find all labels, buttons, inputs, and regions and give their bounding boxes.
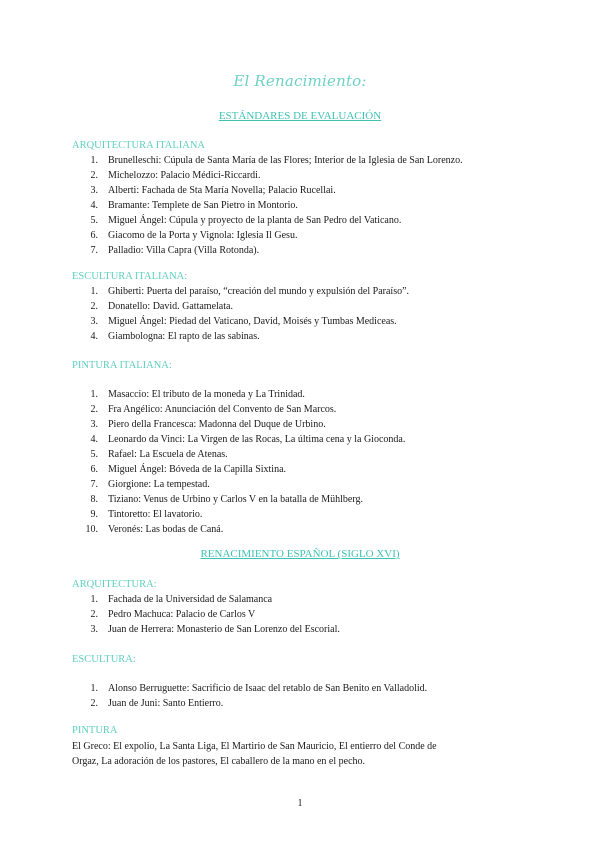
list-number: 6. [90,230,98,241]
list-text: Miguel Ángel: Piedad del Vaticano, David, Moisés y Tumbas Mediceas. [108,316,397,327]
list-item [72,522,542,537]
list-escultura [72,681,542,711]
list-text: Miguel Ángel: Bóveda de la Capilla Sixtina. [108,464,287,475]
list-item [72,314,542,329]
list-number: 5. [90,449,98,460]
list-arquitectura-italiana [72,153,542,258]
list-number: 3. [90,419,98,430]
list-escultura-italiana [72,284,542,344]
list-text: Fra Angélico: Anunciación del Convento de San Marcos. [108,404,337,415]
list-item [72,447,542,462]
list-item [72,592,542,607]
paragraph-line: Orgaz, La adoración de los pastores, El caballero de la mano en el pecho. [72,756,366,767]
list-arquitectura [72,592,542,637]
list-number: 4. [90,434,98,445]
list-number: 5. [90,215,98,226]
pintura-paragraph [72,739,532,769]
list-text: Masaccio: El tributo de la moneda y La Trinidad. [108,389,305,400]
list-text: Tiziano: Venus de Urbino y Carlos V en la batalla de Mühlberg. [108,494,363,505]
list-item [72,243,542,258]
list-item [72,607,542,622]
section-heading-arquitectura-italiana: ARQUITECTURA ITALIANA [72,140,206,151]
list-text: Rafael: La Escuela de Atenas. [108,449,228,460]
list-item [72,477,542,492]
list-text: Giambologna: El rapto de las sabinas. [108,331,260,342]
list-text: Bramante: Templete de San Pietro in Montorio. [108,200,298,211]
list-text: Alonso Berruguette: Sacrificio de Isaac del retablo de San Benito en Valladolid. [108,683,428,694]
list-item [72,299,542,314]
list-text: Ghiberti: Puerta del paraíso, “creación del mundo y expulsión del Paraíso”. [108,286,410,297]
spanish-renaissance-heading: RENACIMIENTO ESPAÑOL (SIGLO XVI) [200,548,400,560]
list-number: 2. [90,170,98,181]
list-text: Miguel Ángel: Cúpula y proyecto de la planta de San Pedro del Vaticano. [108,215,402,226]
list-text: Veronés: Las bodas de Caná. [108,524,224,535]
list-number: 1. [90,594,98,605]
list-text: Tintoretto: El lavatorio. [108,509,203,520]
list-item [72,462,542,477]
list-number: 3. [90,316,98,327]
list-text: Brunelleschi: Cúpula de Santa María de las Flores; Interior de la Iglesia de San Lorenzo. [108,155,463,166]
list-text: Alberti: Fachada de Sta María Novella; Palacio Rucellai. [108,185,336,196]
list-item [72,622,542,637]
list-number: 7. [90,245,98,256]
list-number: 2. [90,301,98,312]
list-text: Juan de Herrera: Monasterio de San Lorenzo del Escorial. [108,624,340,635]
list-text: Giorgione: La tempestad. [108,479,210,490]
list-text: Fachada de la Universidad de Salamanca [108,594,273,605]
list-item [72,183,542,198]
section-heading-pintura: PINTURA [72,725,118,736]
list-number: 1. [90,155,98,166]
list-number: 2. [90,698,98,709]
list-text: Juan de Juni: Santo Entierro. [108,698,224,709]
list-text: Giacomo de la Porta y Vignola: Iglesia Il Gesu. [108,230,298,241]
list-number: 7. [90,479,98,490]
list-number: 1. [90,286,98,297]
section-heading-arquitectura: ARQUITECTURA: [72,579,157,590]
list-text: Piero della Francesca: Madonna del Duque de Urbino. [108,419,326,430]
list-item [72,198,542,213]
list-number: 2. [90,609,98,620]
list-item [72,387,542,402]
list-number: 3. [90,624,98,635]
standards-heading: ESTÁNDARES DE EVALUACIÓN [218,110,382,122]
page-number: 1 [297,798,303,809]
list-pintura-italiana [72,387,542,537]
list-number: 9. [90,509,98,520]
paragraph-line: El Greco: El expolio, La Santa Liga, El Martirio de San Mauricio, El entierro del Conde de [72,741,437,752]
list-number: 1. [90,389,98,400]
list-text: Leonardo da Vinci: La Virgen de las Rocas, La última cena y la Gioconda. [108,434,406,445]
section-heading-escultura: ESCULTURA: [72,654,136,665]
section-heading-escultura-italiana: ESCULTURA ITALIANA: [72,271,188,282]
list-item [72,168,542,183]
list-number: 2. [90,404,98,415]
list-number: 4. [90,331,98,342]
list-item [72,417,542,432]
list-number: 3. [90,185,98,196]
list-item [72,696,542,711]
page-title: El Renacimiento: [233,72,367,90]
list-number: 6. [90,464,98,475]
list-item [72,681,542,696]
list-item [72,228,542,243]
list-item [72,432,542,447]
list-text: Pedro Machuca: Palacio de Carlos V [108,609,256,620]
list-item [72,402,542,417]
list-item [72,213,542,228]
list-number: 4. [90,200,98,211]
list-item [72,153,542,168]
list-text: Palladio: Villa Capra (Villa Rotonda). [108,245,260,256]
list-number: 1. [90,683,98,694]
list-item [72,492,542,507]
list-number: 10. [85,524,98,535]
list-text: Michelozzo: Palacio Médici-Riccardi. [108,170,261,181]
list-item [72,284,542,299]
list-number: 8. [90,494,98,505]
list-item [72,329,542,344]
list-item [72,507,542,522]
section-heading-pintura-italiana: PINTURA ITALIANA: [72,360,172,371]
list-text: Donatello: David. Gattamelata. [108,301,233,312]
